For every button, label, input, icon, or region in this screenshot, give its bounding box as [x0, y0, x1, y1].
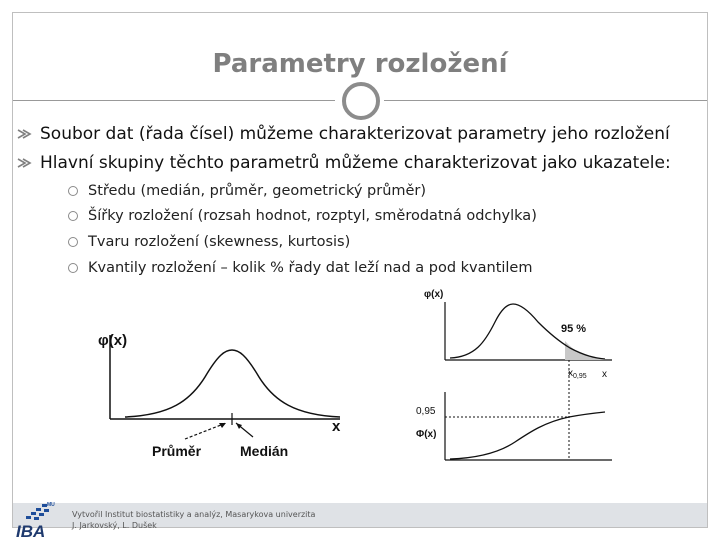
subbullet-3 — [88, 234, 350, 250]
title-divider-right — [384, 100, 707, 101]
mean-label: Průměr — [152, 443, 202, 459]
density-curve — [125, 350, 340, 417]
median-arrowhead-icon — [236, 423, 242, 429]
subbullet-3-text: Tvaru rozložení (skewness, kurtosis) — [88, 234, 351, 250]
bullet-2-text: Hlavní skupiny těchto parametrů můžeme charakterizovat jako ukazatele: — [40, 153, 671, 173]
pdf-label: φ(x) — [424, 289, 444, 300]
bullet-2 — [40, 153, 671, 173]
percent-label: 95 % — [561, 323, 587, 335]
title-divider-left — [13, 100, 335, 101]
title-ornament-circle — [342, 82, 380, 120]
ring-bullet-icon — [68, 186, 78, 196]
svg-text:IBA: IBA — [16, 522, 46, 539]
quantile-figure — [410, 282, 620, 482]
ring-bullet-icon — [68, 211, 78, 221]
slide-title: Parametry rozložení — [212, 49, 508, 79]
bullet-arrow-icon — [17, 157, 33, 169]
iba-logo — [14, 499, 58, 539]
subbullet-4 — [88, 260, 532, 276]
bullet-1-text: Soubor dat (řada čísel) můžeme charakterizovat parametry jeho rozložení — [40, 124, 670, 144]
subbullet-1-text: Středu (medián, průměr, geometrický průměr) — [88, 183, 427, 199]
bullet-arrow-icon — [17, 128, 33, 140]
quantile-label: $x_{0,95}$ — [568, 368, 587, 380]
left-x-axis-label: x — [332, 418, 341, 435]
ring-bullet-icon — [68, 263, 78, 273]
level-label: 0,95 — [416, 406, 436, 417]
bullet-1 — [40, 124, 670, 144]
subbullet-2 — [88, 208, 537, 224]
mean-pointer — [185, 423, 226, 439]
median-label: Medián — [240, 443, 289, 459]
svg-text:MU: MU — [47, 502, 55, 508]
cdf-label: Φ(x) — [416, 429, 437, 440]
normal-distribution-figure — [90, 325, 360, 465]
subbullet-4-text: Kvantily rozložení – kolik % řady dat leží nad a pod kvantilem — [88, 260, 533, 276]
pdf-x-label: x — [602, 369, 607, 380]
subbullet-1 — [88, 183, 426, 199]
left-y-axis-label: φ(x) — [98, 332, 128, 349]
ring-bullet-icon — [68, 237, 78, 247]
tail-area — [565, 341, 605, 360]
footer-line-2: J. Jarkovský, L. Dušek — [72, 521, 157, 530]
subbullet-2-text: Šířky rozložení (rozsah hodnot, rozptyl, směrodatná odchylka) — [88, 208, 537, 224]
cdf-curve — [450, 412, 605, 459]
footer-line-1: Vytvořil Institut biostatistiky a analýz, Masarykova univerzita — [72, 510, 316, 519]
